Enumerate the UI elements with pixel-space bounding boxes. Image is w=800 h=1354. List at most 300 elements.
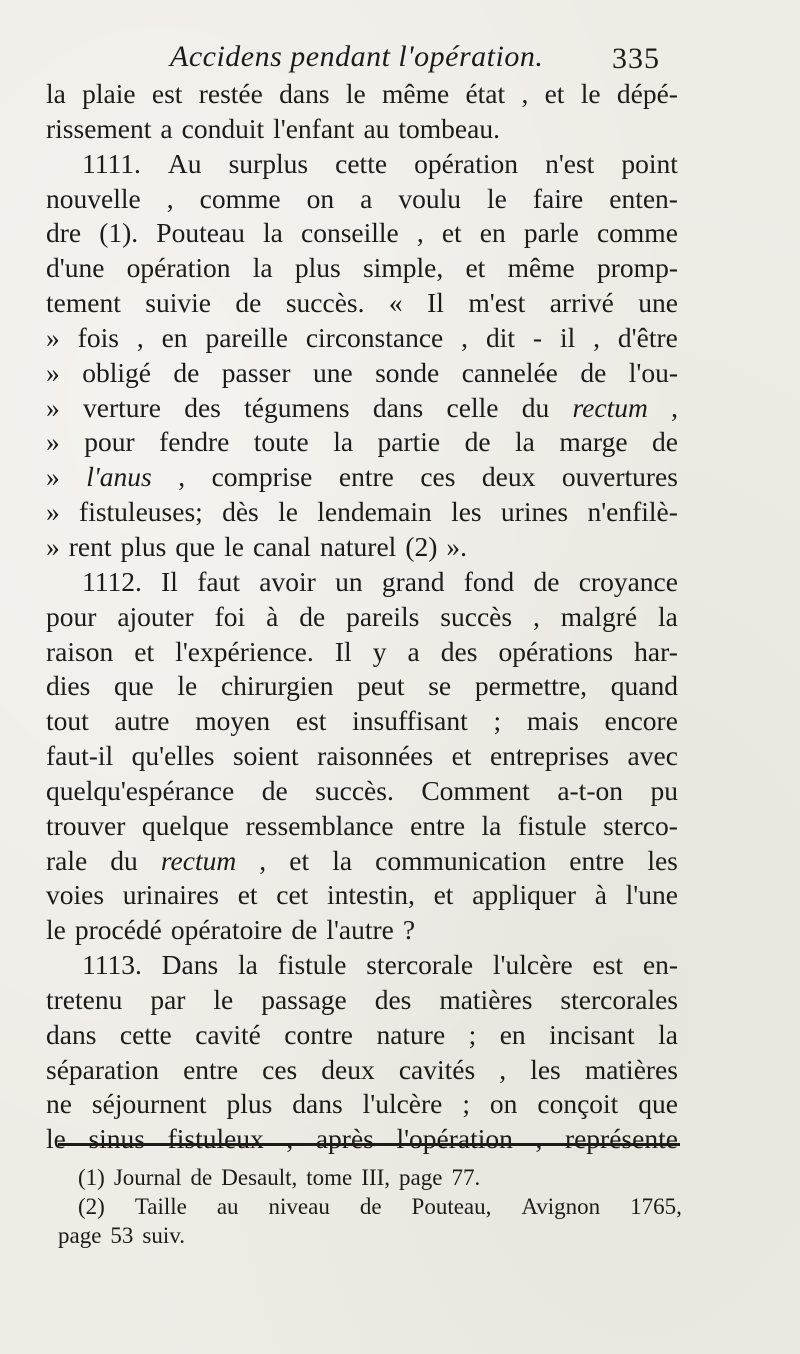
word: procédé: [74, 914, 162, 946]
word: succès.: [315, 774, 394, 806]
word: la: [658, 1018, 678, 1050]
text-line: [46, 600, 678, 635]
word: ,: [535, 1123, 543, 1155]
word: dans: [372, 391, 424, 423]
word: avec: [627, 740, 678, 772]
word: représente: [564, 1123, 678, 1155]
word: verture: [83, 391, 161, 423]
text-line: [46, 391, 678, 426]
word: l'anus: [86, 461, 152, 493]
word: -: [532, 321, 543, 353]
word: le: [177, 670, 198, 702]
word: et: [465, 252, 486, 284]
word: avoir: [259, 565, 316, 597]
word: plus: [294, 252, 341, 284]
word: la: [332, 844, 353, 876]
word: comme: [596, 217, 678, 249]
word: n'est: [545, 147, 595, 179]
footnote-line: [58, 1192, 682, 1221]
word: d'une: [46, 252, 105, 284]
word: est: [295, 705, 327, 737]
word: 1765,: [630, 1194, 682, 1219]
word: 77.: [451, 1165, 481, 1190]
word: l'une: [625, 879, 678, 911]
body-text: [46, 77, 678, 1157]
word: har-: [634, 635, 678, 667]
word: succès: [440, 600, 513, 632]
word: plus: [120, 530, 167, 562]
word: l'ou-: [628, 356, 678, 388]
footnote-rule: [58, 1143, 680, 1146]
word: en: [499, 1018, 526, 1050]
text-line: [46, 913, 678, 948]
word: suiv.: [142, 1223, 186, 1248]
word: le: [345, 78, 366, 109]
word: l'ulcère: [362, 1088, 443, 1120]
word: autre: [114, 705, 170, 737]
word: une: [638, 287, 678, 319]
word: encore: [604, 705, 678, 737]
word: se: [428, 670, 452, 702]
word: tombeau.: [398, 112, 500, 144]
word: au: [363, 112, 390, 144]
word: comprise: [211, 461, 313, 493]
text-line: [46, 460, 678, 495]
word: croyance: [578, 565, 678, 597]
word: un: [335, 565, 363, 597]
word: mais: [526, 705, 579, 737]
word: tement: [46, 287, 121, 319]
word: Journal: [113, 1165, 182, 1190]
text-line: [46, 1087, 678, 1122]
word: cet: [276, 879, 309, 911]
word: deux: [481, 461, 536, 493]
word: fistule: [277, 949, 347, 981]
word: a: [160, 112, 173, 144]
text-line: [46, 565, 678, 600]
word: fistule: [517, 809, 587, 841]
word: des: [374, 983, 412, 1015]
text-line: [46, 530, 678, 565]
word: foi: [214, 600, 246, 632]
word: à: [266, 600, 279, 632]
word: et: [289, 844, 310, 876]
word: dans: [279, 78, 330, 109]
word: de: [235, 287, 262, 319]
word: dépé-: [616, 78, 678, 109]
word: la: [46, 78, 66, 109]
word: cavité: [195, 1018, 261, 1050]
word: l'autre: [326, 914, 394, 946]
word: rale: [46, 844, 88, 876]
text-line: [46, 251, 678, 286]
word: le: [46, 1123, 66, 1155]
word: faut-il: [46, 740, 114, 772]
word: tégumens: [244, 391, 350, 423]
word: ,: [259, 844, 267, 876]
word: insuffisant: [352, 705, 468, 737]
running-title: Accidens pendant l'opération.: [170, 40, 544, 73]
word: dre: [46, 217, 82, 249]
word: d'être: [617, 321, 678, 353]
word: ,: [178, 461, 186, 493]
word: 1113.: [82, 949, 142, 981]
word: entre: [183, 1053, 239, 1085]
text-line: [46, 1122, 678, 1157]
word: moyen: [195, 705, 271, 737]
word: rissement: [46, 112, 152, 144]
word: opération: [126, 252, 231, 284]
word: par: [150, 983, 186, 1015]
word: III,: [361, 1165, 391, 1190]
word: »: [46, 426, 60, 458]
word: même: [507, 252, 575, 284]
word: le: [278, 496, 298, 528]
word: opérations: [498, 635, 614, 667]
word: rent: [68, 530, 112, 562]
word: sonde: [375, 356, 440, 388]
text-line: [46, 286, 678, 321]
text-line: [46, 704, 678, 739]
word: passage: [261, 983, 347, 1015]
word: dès: [222, 496, 259, 528]
word: la: [481, 809, 502, 841]
word: quelque: [141, 809, 229, 841]
word: ,: [416, 217, 424, 249]
word: du: [110, 844, 138, 876]
word: soient: [232, 740, 299, 772]
word: la: [263, 217, 283, 249]
text-line: [46, 878, 678, 913]
word: l'enfant: [273, 112, 355, 144]
word: le: [213, 983, 234, 1015]
word: séjournent: [91, 1088, 207, 1120]
word: et: [134, 635, 155, 667]
word: Il: [161, 565, 178, 597]
word: à: [594, 879, 607, 911]
word: tout: [46, 705, 89, 737]
word: et: [441, 217, 462, 249]
footnote-line: [58, 1163, 682, 1192]
word: pu: [650, 774, 678, 806]
word: 53: [110, 1223, 134, 1248]
word: cette: [119, 1018, 172, 1050]
word: ,: [461, 321, 469, 353]
word: Il: [427, 287, 444, 319]
footnote-line: [58, 1221, 682, 1250]
word: urinaires: [122, 879, 219, 911]
word: les: [451, 496, 482, 528]
word: de: [580, 356, 607, 388]
text-line: [46, 216, 678, 251]
word: ces: [420, 461, 456, 493]
word: (2): [405, 530, 438, 562]
word: matières: [439, 983, 533, 1015]
word: appliquer: [472, 879, 576, 911]
word: ,: [532, 600, 540, 632]
word: fendre: [159, 426, 230, 458]
word: de: [291, 914, 318, 946]
word: ?: [402, 914, 416, 946]
word: opération: [414, 147, 518, 179]
word: même: [381, 78, 450, 109]
word: cannelée: [461, 356, 558, 388]
word: surplus: [228, 147, 309, 179]
word: sinus: [88, 1123, 145, 1155]
word: et: [237, 879, 258, 911]
word: arrivé: [549, 287, 614, 319]
text-line: [46, 321, 678, 356]
word: niveau: [268, 1194, 330, 1219]
word: passer: [221, 356, 291, 388]
text-line: [46, 1053, 678, 1088]
word: l'ulcère: [492, 949, 573, 981]
word: au: [216, 1194, 239, 1219]
word: ,: [593, 321, 601, 353]
word: m'est: [468, 287, 526, 319]
word: »: [46, 321, 60, 353]
word: contre: [284, 1018, 354, 1050]
word: matières: [584, 1053, 678, 1085]
word: fond: [463, 565, 515, 597]
word: des: [440, 635, 478, 667]
word: a: [407, 635, 420, 667]
word: ».: [446, 530, 468, 562]
word: trouver: [46, 809, 126, 841]
word: plaie: [82, 78, 136, 109]
word: stercorales: [560, 983, 678, 1015]
word: nature: [376, 1018, 446, 1050]
word: le: [46, 914, 66, 946]
word: rectum: [160, 844, 237, 876]
word: partie: [377, 426, 441, 458]
word: entre: [338, 461, 394, 493]
word: Dans: [161, 949, 219, 981]
word: communication: [375, 844, 547, 876]
word: obligé: [82, 356, 151, 388]
word: de: [533, 565, 560, 597]
word: après: [315, 1123, 374, 1155]
word: ;: [493, 705, 502, 737]
word: l'expérience.: [175, 635, 314, 667]
word: plus: [226, 1088, 273, 1120]
word: pour: [84, 426, 135, 458]
word: circonstance: [305, 321, 444, 353]
word: et: [451, 740, 472, 772]
word: les: [647, 844, 678, 876]
word: que: [114, 670, 154, 702]
word: de: [190, 1165, 213, 1190]
word: succès.: [285, 287, 365, 319]
word: de: [173, 356, 200, 388]
word: n'enfilè-: [587, 496, 678, 528]
word: conçoit: [537, 1088, 619, 1120]
word: le: [224, 530, 244, 562]
word: fistuleuses;: [79, 496, 203, 528]
word: canal: [252, 530, 311, 562]
word: ressemblance: [245, 809, 394, 841]
word: cavités: [398, 1053, 476, 1085]
word: ;: [462, 1088, 470, 1120]
word: le: [580, 78, 601, 109]
word: y: [372, 635, 387, 667]
text-line: [46, 774, 678, 809]
word: chirurgien: [220, 670, 334, 702]
word: cette: [335, 147, 388, 179]
word: quelqu'espérance: [46, 774, 235, 806]
word: parle: [523, 217, 579, 249]
word: et: [433, 879, 454, 911]
word: qu'elles: [131, 740, 215, 772]
text-line: [46, 112, 678, 147]
word: fois: [77, 321, 119, 353]
word: raisonnées: [317, 740, 434, 772]
word: l'opération: [396, 1123, 513, 1155]
word: ,: [166, 182, 174, 214]
word: quand: [610, 670, 678, 702]
word: deux: [321, 1053, 375, 1085]
word: naturel: [319, 530, 397, 562]
word: faire: [532, 182, 584, 214]
page-number: 335: [612, 42, 660, 75]
word: entreprises: [489, 740, 610, 772]
word: Pouteau,: [411, 1194, 492, 1219]
word: est: [151, 78, 183, 109]
word: Au: [167, 147, 202, 179]
text-line: [46, 77, 678, 112]
word: de: [261, 774, 288, 806]
word: pour: [46, 600, 97, 632]
word: conduit: [181, 112, 265, 144]
text-line: [46, 182, 678, 217]
word: ,: [521, 78, 529, 109]
text-line: [46, 739, 678, 774]
word: «: [388, 287, 403, 319]
word: en: [479, 217, 506, 249]
word: (2): [78, 1194, 105, 1219]
text-line: [46, 425, 678, 460]
word: en-: [642, 949, 678, 981]
word: une: [312, 356, 353, 388]
word: raison: [46, 635, 114, 667]
word: opératoire: [170, 914, 283, 946]
word: que: [175, 530, 216, 562]
word: le: [486, 182, 507, 214]
word: voulu: [398, 182, 461, 214]
word: grand: [381, 565, 445, 597]
word: 1111.: [82, 147, 141, 179]
text-line: [46, 948, 678, 983]
word: Avignon: [521, 1194, 601, 1219]
word: conseille: [300, 217, 399, 249]
word: ajouter: [117, 600, 194, 632]
word: dans: [292, 1088, 343, 1120]
word: page: [399, 1165, 443, 1190]
text-line: [46, 1018, 678, 1053]
word: ,: [671, 391, 678, 423]
word: simple,: [362, 252, 444, 284]
word: suivie: [145, 287, 211, 319]
word: permettre,: [474, 670, 588, 702]
word: pareils: [346, 600, 420, 632]
word: voies: [46, 879, 105, 911]
word: Desault,: [221, 1165, 298, 1190]
word: de: [652, 426, 678, 458]
word: 1112.: [82, 565, 142, 597]
word: ,: [136, 321, 144, 353]
word: ,: [286, 1123, 294, 1155]
text-line: [46, 983, 678, 1018]
word: celle: [446, 391, 499, 423]
word: la: [515, 426, 535, 458]
word: enten-: [609, 182, 678, 214]
word: la: [238, 949, 258, 981]
word: intestin,: [327, 879, 415, 911]
word: la: [658, 600, 678, 632]
word: comme: [199, 182, 281, 214]
text-line: [46, 147, 678, 182]
word: promp-: [597, 252, 678, 284]
word: ,: [499, 1053, 507, 1085]
word: (1): [78, 1165, 105, 1190]
word: page: [58, 1223, 102, 1248]
word: (1).: [99, 217, 139, 249]
word: entre: [569, 844, 625, 876]
word: Taille: [134, 1194, 187, 1219]
text-line: [46, 809, 678, 844]
word: »: [46, 461, 60, 493]
word: a-t-on: [557, 774, 623, 806]
word: Pouteau: [156, 217, 245, 249]
word: pareille: [205, 321, 288, 353]
word: de: [359, 1194, 382, 1219]
word: des: [184, 391, 221, 423]
word: en: [161, 321, 188, 353]
word: de: [299, 600, 326, 632]
word: malgré: [560, 600, 638, 632]
word: incisant: [549, 1018, 635, 1050]
word: ;: [468, 1018, 477, 1050]
word: lendemain: [317, 496, 432, 528]
word: que: [638, 1088, 678, 1120]
word: on: [489, 1088, 518, 1120]
footnotes: [58, 1163, 682, 1250]
word: Il: [334, 635, 352, 667]
word: »: [46, 530, 60, 562]
text-line: [46, 669, 678, 704]
word: séparation: [46, 1053, 160, 1085]
word: toute: [253, 426, 309, 458]
word: il: [559, 321, 576, 353]
word: ne: [46, 1088, 72, 1120]
word: rectum: [572, 391, 648, 423]
word: »: [46, 496, 60, 528]
word: sterco-: [603, 809, 678, 841]
word: stercorale: [366, 949, 474, 981]
word: tome: [306, 1165, 353, 1190]
word: fistuleux: [167, 1123, 264, 1155]
word: peut: [357, 670, 405, 702]
word: la: [333, 426, 354, 458]
word: faut: [197, 565, 240, 597]
text-line: [46, 356, 678, 391]
word: les: [530, 1053, 561, 1085]
word: la: [252, 252, 273, 284]
word: »: [46, 356, 60, 388]
word: du: [521, 391, 550, 423]
word: on: [306, 182, 335, 214]
word: dans: [46, 1018, 97, 1050]
